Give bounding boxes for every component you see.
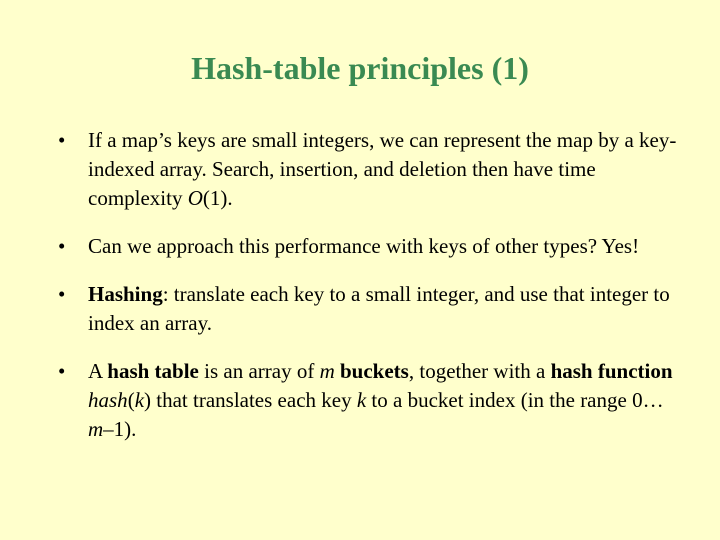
bullet-dot: • xyxy=(58,359,66,383)
bullet-list xyxy=(58,126,688,463)
bullet-text: If a map’s keys are small integers, we can represent the map by a key-indexed array. Search, insertion, and deletion then have time complexity O(1). xyxy=(88,128,677,210)
bullet-dot: • xyxy=(58,234,66,258)
bullet-text: Can we approach this performance with keys of other types? Yes! xyxy=(88,234,640,258)
bullet-item xyxy=(58,280,688,338)
bullet-item xyxy=(58,126,688,213)
bullet-dot: • xyxy=(58,128,66,152)
slide-title: Hash-table principles (1) xyxy=(191,50,529,86)
bullet-dot: • xyxy=(58,282,66,306)
bullet-text: A hash table is an array of m buckets, together with a hash function hash(k) that translates each key k to a bucket index (in the range 0…m–1). xyxy=(88,359,673,441)
bullet-item xyxy=(58,357,688,444)
bullet-item xyxy=(58,232,688,261)
bullet-text: Hashing: translate each key to a small integer, and use that integer to index an array. xyxy=(88,282,670,335)
